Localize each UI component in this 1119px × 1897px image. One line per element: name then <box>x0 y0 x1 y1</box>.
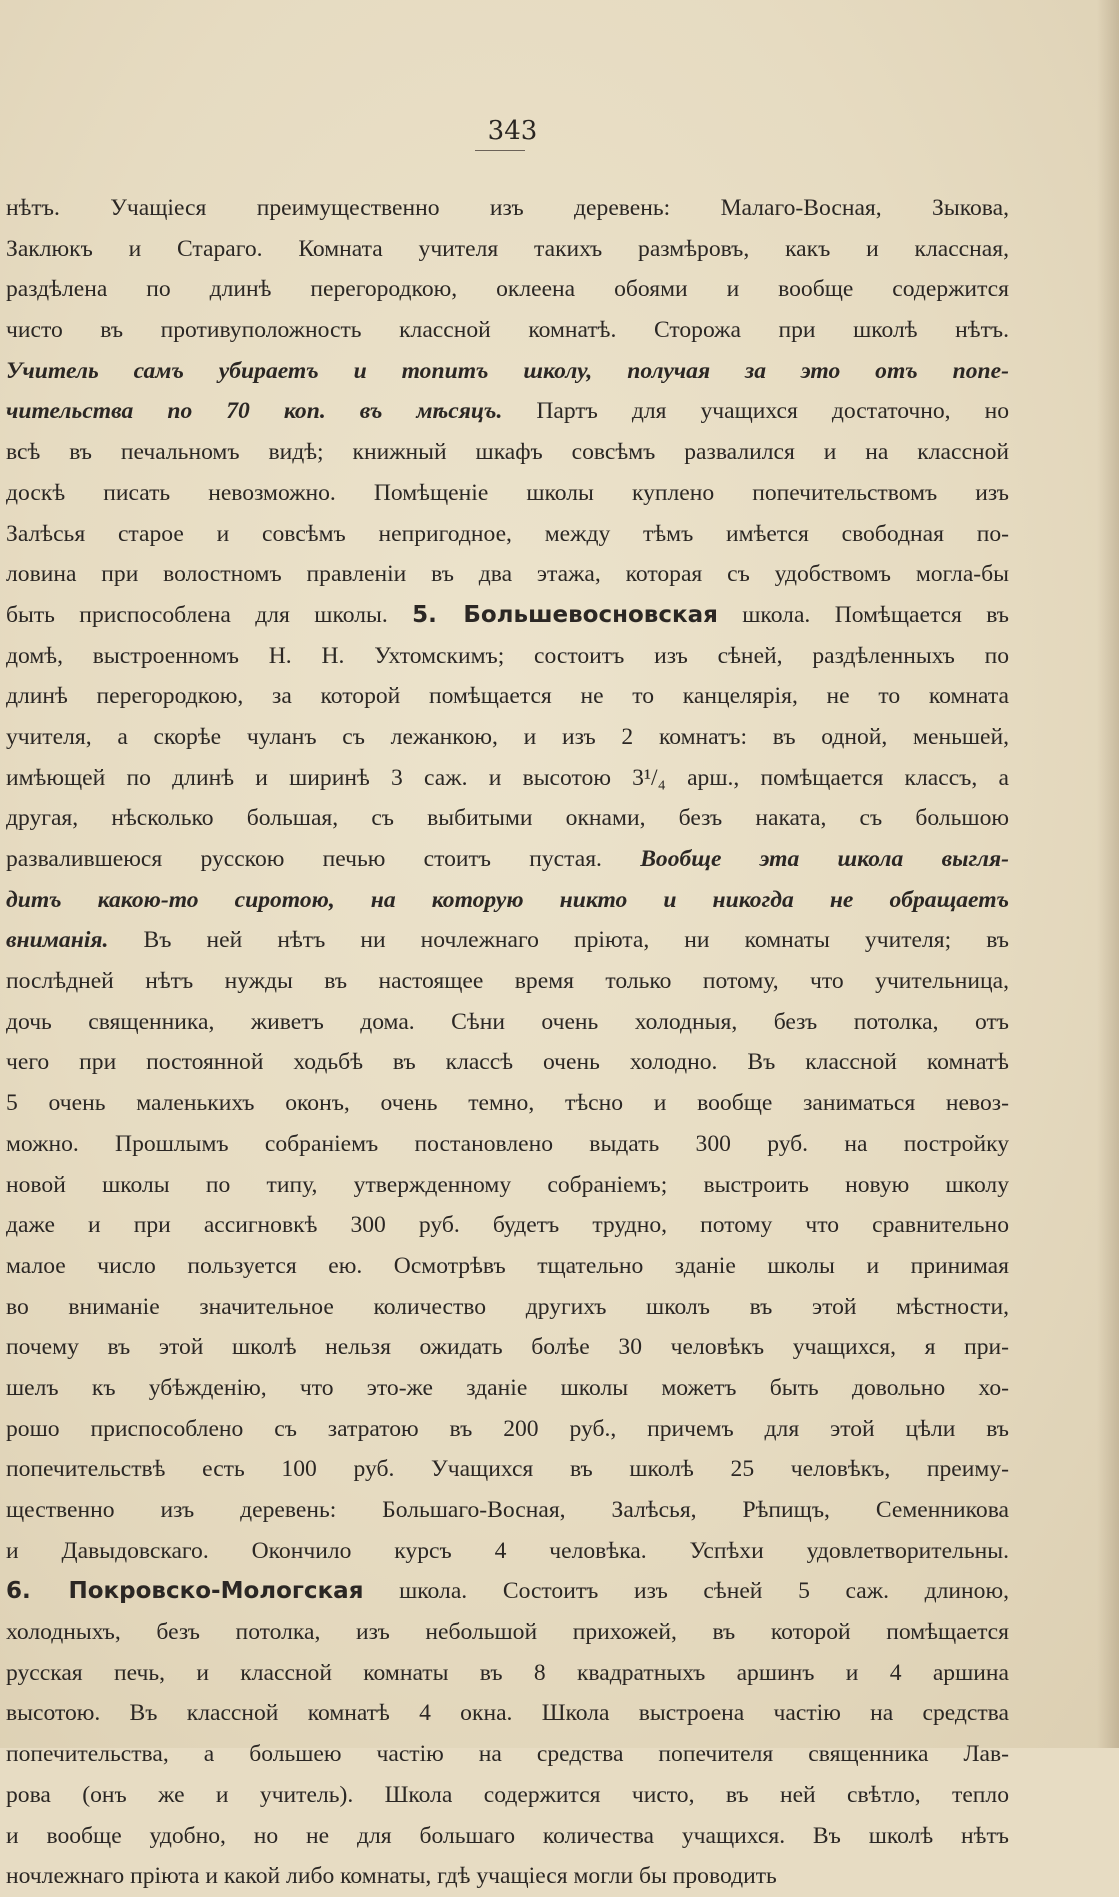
text-line <box>6 1449 1009 1490</box>
text-line <box>6 188 1009 229</box>
page-number-rule <box>475 150 525 151</box>
text-line <box>6 717 1009 758</box>
text-line <box>6 1327 1009 1368</box>
text-line <box>6 1856 1009 1897</box>
text-segment: другая, нѣсколько большая, съ выбитыми окнами, безъ наката, съ большою <box>6 805 1009 832</box>
text-line <box>6 880 1009 921</box>
text-segment: Въ ней нѣтъ ни ночлежнаго пріюта, ни комнаты учителя; въ <box>108 927 1009 954</box>
emphasized-text: Вообще эта школа выгля- <box>640 846 1009 872</box>
text-segment: всѣ въ печальномъ видѣ; книжный шкафъ совсѣмъ развалился и на классной <box>6 439 1009 466</box>
text-line <box>6 554 1009 595</box>
emphasized-text: вниманія. <box>6 927 109 954</box>
text-segment: Заклюкъ и Стараго. Комната учителя такихъ размѣровъ, какъ и классная, <box>6 235 1009 262</box>
emphasized-text: чительства по 70 коп. въ мѣсяцъ. <box>6 398 503 425</box>
text-segment: Залѣсья старое и совсѣмъ непригодное, между тѣмъ имѣется свободная по- <box>6 520 1009 547</box>
text-segment: длинѣ перегородкою, за которой помѣщается не то канцелярія, не то комната <box>6 683 1009 710</box>
text-line <box>6 351 1009 392</box>
text-segment: и Давыдовскаго. Окончило курсъ 4 человѣка. Успѣхи удовлетворительны. <box>6 1537 1009 1564</box>
text-line <box>6 1246 1009 1287</box>
text-line <box>6 1775 1009 1816</box>
text-segment: раздѣлена по длинѣ перегородкою, оклеена обоями и вообще содержится <box>6 276 1009 303</box>
text-segment: чего при постоянной ходьбѣ въ классѣ очень холодно. Въ классной комнатѣ <box>6 1049 1009 1076</box>
text-segment: рова (онъ же и учитель). Школа содержится чисто, въ ней свѣтло, тепло <box>6 1781 1009 1808</box>
text-line <box>6 1571 1009 1612</box>
text-line <box>6 1165 1009 1206</box>
text-segment: холодныхъ, безъ потолка, изъ небольшой прихожей, въ которой помѣщается <box>6 1619 1009 1646</box>
text-segment: развалившеюся русскою печью стоитъ пустая. <box>6 846 641 872</box>
text-line <box>6 229 1009 270</box>
text-segment: попечительствѣ есть 100 руб. Учащихся въ школѣ 25 человѣкъ, преиму- <box>6 1456 1009 1483</box>
text-line <box>6 636 1009 677</box>
body-text <box>6 188 1009 1897</box>
page-edge-shadow <box>1097 0 1119 1748</box>
school-heading: 5. Большевосновская <box>412 601 718 628</box>
text-segment: и вообще удобно, но не для большаго количества учащихся. Въ школѣ нѣтъ <box>6 1822 1009 1849</box>
emphasized-text: дитъ какою-то сиротою, на которую никто и никогда не обращаетъ <box>6 886 1009 913</box>
text-segment: учителя, а скорѣе чуланъ съ лежанкою, и изъ 2 комнатъ: въ одной, меньшей, <box>6 723 1009 750</box>
text-segment: доскѣ писать невозможно. Помѣщеніе школы куплено попечительствомъ изъ <box>6 479 1009 506</box>
school-heading: 6. Покровско-Мологская <box>6 1578 364 1605</box>
text-line <box>6 961 1009 1002</box>
text-segment: во вниманіе значительное количество другихъ школъ въ этой мѣстности, <box>6 1293 1009 1320</box>
text-segment: быть приспособлена для школы. <box>6 601 413 628</box>
text-line <box>6 1612 1009 1653</box>
text-segment: щественно изъ деревень: Большаго-Восная, Залѣсья, Рѣпищъ, Семенникова <box>6 1497 1009 1523</box>
text-segment: школа. Помѣщается въ <box>717 601 1009 628</box>
text-line <box>6 1490 1009 1531</box>
text-line <box>6 1368 1009 1409</box>
text-segment: даже и при ассигновкѣ 300 руб. будетъ трудно, потому что сравнительно <box>6 1212 1009 1239</box>
text-line <box>6 432 1009 473</box>
text-line <box>6 1287 1009 1328</box>
text-line <box>6 473 1009 514</box>
text-segment: имѣющей по длинѣ и ширинѣ 3 саж. и высотою 3¹/₄ арш., помѣщается классъ, а <box>6 764 1009 791</box>
text-segment: Партъ для учащихся достаточно, но <box>502 398 1009 425</box>
text-line <box>6 1409 1009 1450</box>
text-line <box>6 1124 1009 1165</box>
text-line <box>6 798 1009 839</box>
text-line <box>6 1002 1009 1043</box>
text-line <box>6 1042 1009 1083</box>
text-segment: шелъ къ убѣжденію, что это-же зданіе школы можетъ быть довольно хо- <box>6 1374 1009 1401</box>
emphasized-text: Учитель самъ убираетъ и топитъ школу, получая за это отъ попе- <box>6 357 1009 384</box>
text-segment: 5 очень маленькихъ оконъ, очень темно, тѣсно и вообще заниматься невоз- <box>6 1090 1009 1117</box>
text-line <box>6 920 1009 961</box>
page-number: 343 <box>487 116 538 146</box>
text-segment: чисто въ противуположность классной комнатѣ. Сторожа при школѣ нѣтъ. <box>6 317 1009 344</box>
text-line <box>6 758 1009 799</box>
text-segment: ловина при волостномъ правленіи въ два этажа, которая съ удобствомъ могла-бы <box>6 561 1009 588</box>
text-line <box>6 391 1009 432</box>
text-line <box>6 595 1009 636</box>
text-line <box>6 310 1009 351</box>
text-segment: домѣ, выстроенномъ Н. Н. Ухтомскимъ; состоитъ изъ сѣней, раздѣленныхъ по <box>6 642 1009 669</box>
text-segment: новой школы по типу, утвержденному собраніемъ; выстроить новую школу <box>6 1171 1009 1198</box>
text-segment: почему въ этой школѣ нельзя ожидать болѣе 30 человѣкъ учащихся, я при- <box>6 1334 1009 1361</box>
text-line <box>6 1734 1009 1775</box>
text-segment: дочь священника, живетъ дома. Сѣни очень холодныя, безъ потолка, отъ <box>6 1008 1009 1035</box>
text-line <box>6 514 1009 555</box>
text-segment: нѣтъ. Учащіеся преимущественно изъ деревень: Малаго-Восная, Зыкова, <box>6 195 1009 221</box>
text-line <box>6 1205 1009 1246</box>
text-segment: ночлежнаго пріюта и какой либо комнаты, гдѣ учащіеся могли бы проводить <box>6 1863 777 1890</box>
text-segment: малое число пользуется ею. Осмотрѣвъ тщательно зданіе школы и принимая <box>6 1252 1009 1279</box>
text-line <box>6 676 1009 717</box>
text-line <box>6 269 1009 310</box>
text-segment: русская печь, и классной комнаты въ 8 квадратныхъ аршинъ и 4 аршина <box>6 1659 1009 1686</box>
text-line <box>6 1693 1009 1734</box>
text-line <box>6 839 1009 880</box>
text-line <box>6 1816 1009 1857</box>
text-segment: попечительства, а большею частію на средства попечителя священника Лав- <box>6 1741 1009 1768</box>
text-segment: рошо приспособлено съ затратою въ 200 руб., причемъ для этой цѣли въ <box>6 1415 1009 1442</box>
text-segment: можно. Прошлымъ собраніемъ постановлено выдать 300 руб. на постройку <box>6 1130 1009 1157</box>
text-line <box>6 1653 1009 1694</box>
text-line <box>6 1531 1009 1572</box>
text-segment: послѣдней нѣтъ нужды въ настоящее время только потому, что учительница, <box>6 968 1009 995</box>
text-line <box>6 1083 1009 1124</box>
text-segment: школа. Состоитъ изъ сѣней 5 саж. длиною, <box>363 1578 1009 1605</box>
text-segment: высотою. Въ классной комнатѣ 4 окна. Школа выстроена частію на средства <box>6 1700 1009 1727</box>
